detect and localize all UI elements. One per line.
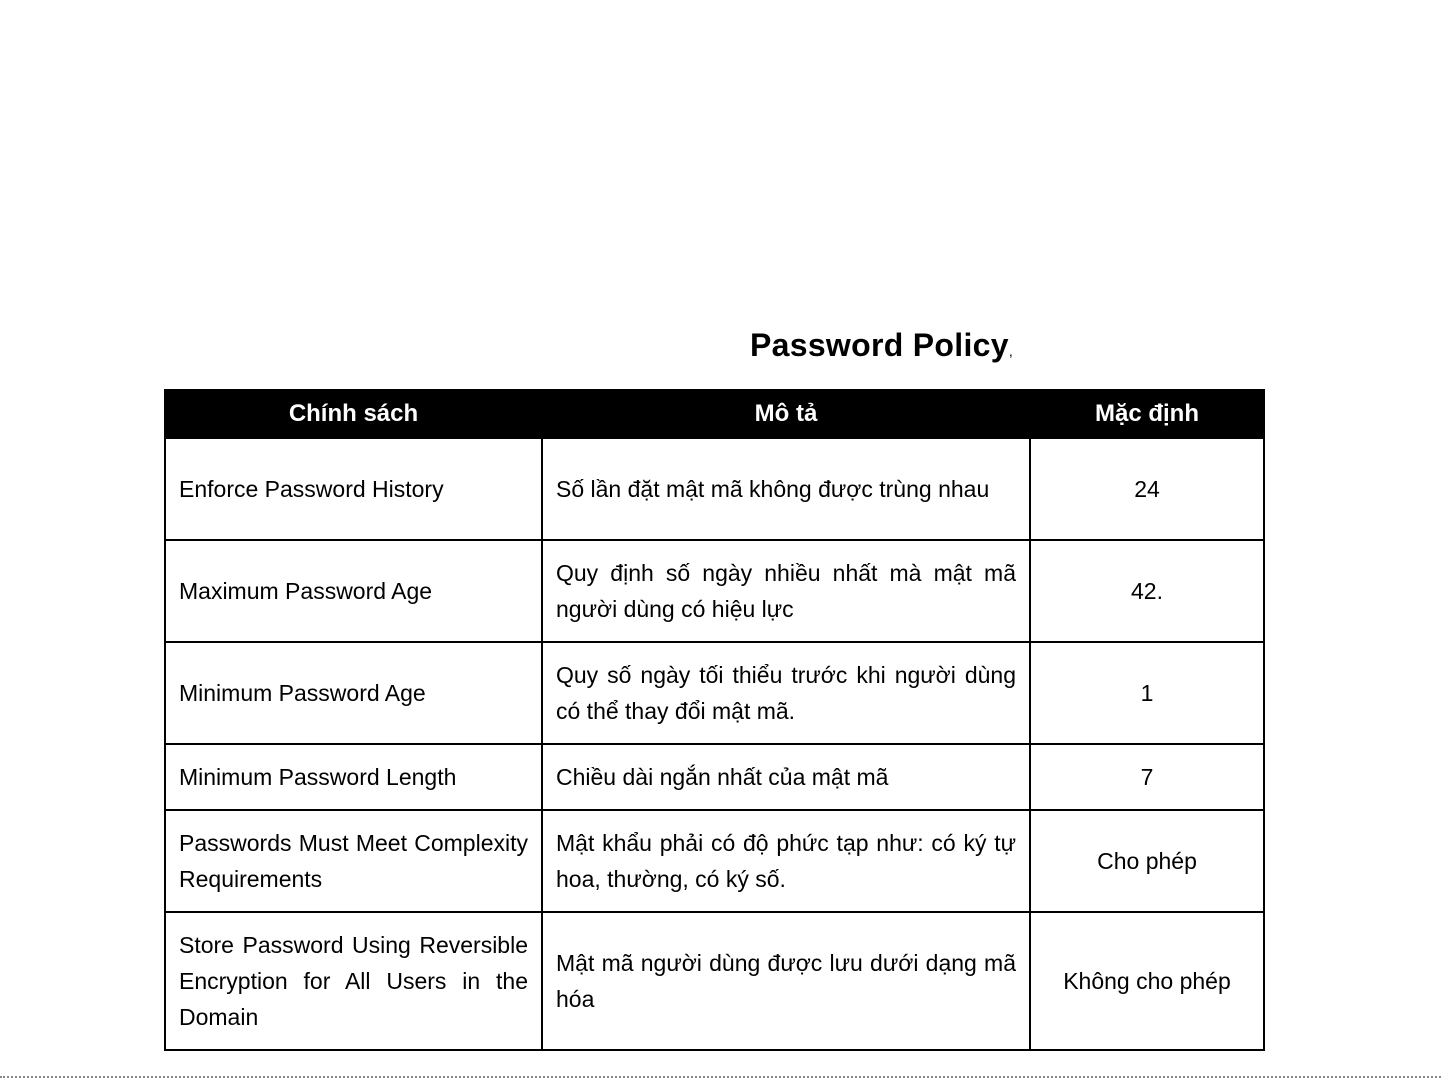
header-policy: Chính sách	[165, 390, 542, 438]
table-header-row	[165, 390, 1264, 438]
policy-name-cell: Maximum Password Age	[165, 540, 542, 642]
policy-name-cell: Minimum Password Length	[165, 744, 542, 810]
policy-default-cell: Không cho phép	[1030, 912, 1264, 1050]
policy-description-cell: Số lần đặt mật mã không được trùng nhau	[542, 438, 1030, 540]
page-title-mark: ,	[1008, 343, 1014, 359]
policy-name-cell: Minimum Password Age	[165, 642, 542, 744]
policy-default-cell: 42.	[1030, 540, 1264, 642]
table-row	[165, 912, 1264, 1050]
table-row	[165, 744, 1264, 810]
header-description: Mô tả	[542, 390, 1030, 438]
table-row	[165, 540, 1264, 642]
policy-description-cell: Quy số ngày tối thiểu trước khi người dùng có thể thay đổi mật mã.	[542, 642, 1030, 744]
policy-name-cell: Store Password Using Reversible Encryption for All Users in the Domain	[165, 912, 542, 1050]
policy-default-cell: Cho phép	[1030, 810, 1264, 912]
policy-default-cell: 1	[1030, 642, 1264, 744]
page-title-text: Password Policy	[750, 327, 1009, 363]
table-row	[165, 438, 1264, 540]
page-bottom-divider	[0, 1076, 1441, 1078]
policy-description-cell: Chiều dài ngắn nhất của mật mã	[542, 744, 1030, 810]
policy-name-cell: Passwords Must Meet Complexity Requirements	[165, 810, 542, 912]
policy-default-cell: 24	[1030, 438, 1264, 540]
policy-description-cell: Mật mã người dùng được lưu dưới dạng mã hóa	[542, 912, 1030, 1050]
header-default: Mặc định	[1030, 390, 1264, 438]
table-row	[165, 642, 1264, 744]
policy-name-cell: Enforce Password History	[165, 438, 542, 540]
policy-description-cell: Mật khẩu phải có độ phức tạp như: có ký tự hoa, thường, có ký số.	[542, 810, 1030, 912]
password-policy-table	[164, 389, 1265, 1051]
policy-default-cell: 7	[1030, 744, 1264, 810]
table-row	[165, 810, 1264, 912]
policy-description-cell: Quy định số ngày nhiều nhất mà mật mã người dùng có hiệu lực	[542, 540, 1030, 642]
page-title	[750, 327, 1013, 364]
